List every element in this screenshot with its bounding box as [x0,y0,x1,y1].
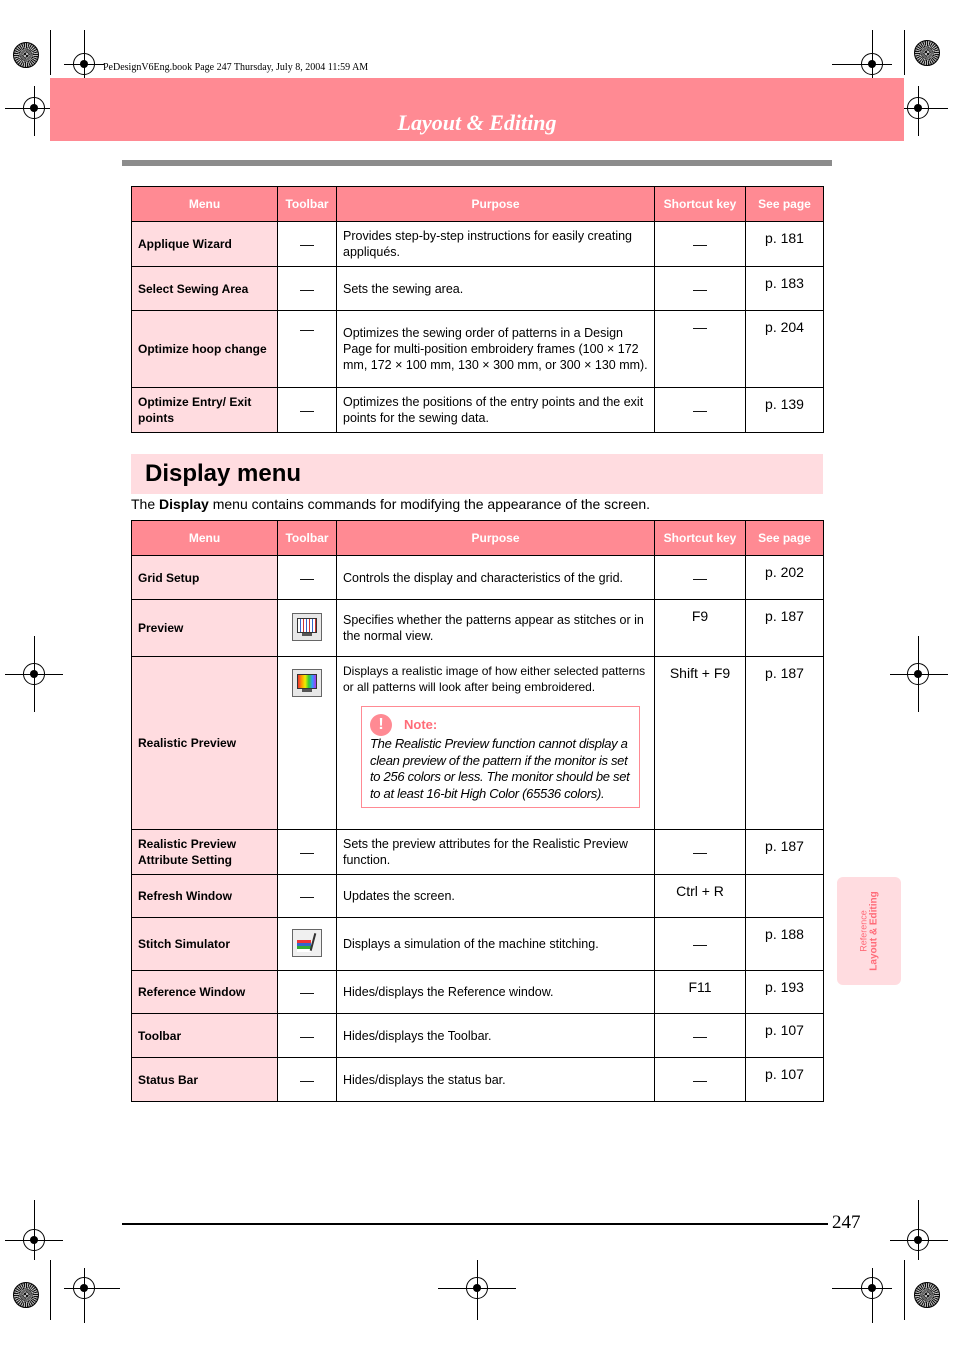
purpose-cell: Displays a simulation of the machine stitching. [337,918,655,971]
toolbar-cell: — [278,311,337,388]
purpose-cell: Hides/displays the status bar. [337,1058,655,1102]
divider [122,160,832,166]
column-header-toolbar: Toolbar [278,187,337,222]
menu-table-display [131,520,824,1102]
page-cell: p. 183 [746,267,824,311]
purpose-cell: Updates the screen. [337,875,655,918]
preview-icon [292,613,322,641]
page-cell: p. 107 [746,1014,824,1058]
toolbar-cell: — [278,830,337,875]
page-number: 247 [832,1212,861,1233]
book-info-line: PeDesignV6Eng.book Page 247 Thursday, July 8, 2004 11:59 AM [103,62,369,73]
shortcut-cell: — [655,222,746,267]
shortcut-cell: — [655,267,746,311]
page-cell [746,875,824,918]
table-row [132,311,824,388]
table-row [132,875,824,918]
shortcut-cell: F11 [655,971,746,1014]
side-tab-line2: Layout & Editing [868,891,880,971]
column-header-purpose: Purpose [337,521,655,556]
menu-cell: Reference Window [132,971,278,1014]
menu-cell: Preview [132,600,278,657]
registration-disc-icon [13,1282,39,1308]
page-cell: p. 204 [746,311,824,388]
menu-cell: Toolbar [132,1014,278,1058]
side-tab-line1: Reference [858,910,869,952]
column-header-toolbar: Toolbar [278,521,337,556]
note-box [361,706,640,808]
page-cell: p. 202 [746,556,824,600]
menu-cell: Realistic Preview Attribute Setting [132,830,278,875]
column-header-see-page: See page [746,187,824,222]
menu-cell: Applique Wizard [132,222,278,267]
intro-bold: Display [159,496,209,512]
intro-text: menu contains commands for modifying the appearance of the screen. [208,496,651,512]
page-cell: p. 139 [746,388,824,433]
toolbar-cell: — [278,1014,337,1058]
shortcut-cell: — [655,388,746,433]
registration-disc-icon [914,40,940,66]
menu-cell: Optimize Entry/ Exit points [132,388,278,433]
registration-disc-icon [914,1282,940,1308]
purpose-cell: Sets the preview attributes for the Realistic Preview function. [337,830,655,875]
menu-table-layout [131,186,824,433]
realistic-preview-icon [292,669,322,697]
purpose-cell: Hides/displays the Toolbar. [337,1014,655,1058]
shortcut-cell: Ctrl + R [655,875,746,918]
footer-rule [122,1223,828,1225]
purpose-cell: Optimizes the positions of the entry points and the exit points for the sewing data. [337,388,655,433]
toolbar-cell: — [278,556,337,600]
intro-paragraph [131,496,650,512]
table-row [132,556,824,600]
menu-cell: Status Bar [132,1058,278,1102]
toolbar-cell [278,657,337,830]
menu-cell: Realistic Preview [132,657,278,830]
column-header-shortcut: Shortcut key [655,521,746,556]
page-cell: p. 187 [746,600,824,657]
column-header-menu: Menu [132,521,278,556]
registration-disc-icon [13,42,39,68]
column-header-menu: Menu [132,187,278,222]
page-cell: p. 187 [746,657,824,830]
toolbar-cell: — [278,971,337,1014]
shortcut-cell: F9 [655,600,746,657]
table-row [132,222,824,267]
shortcut-cell: — [655,311,746,388]
toolbar-cell: — [278,388,337,433]
shortcut-cell: — [655,556,746,600]
toolbar-cell [278,600,337,657]
table-row [132,267,824,311]
purpose-cell: Specifies whether the patterns appear as stitches or in the normal view. [337,600,655,657]
table-row [132,830,824,875]
table-row [132,600,824,657]
menu-cell: Stitch Simulator [132,918,278,971]
intro-text: The [131,496,160,512]
stitch-simulator-icon [292,929,322,957]
shortcut-cell: — [655,918,746,971]
page-cell: p. 181 [746,222,824,267]
exclamation-icon: ! [370,714,392,736]
shortcut-cell: — [655,830,746,875]
shortcut-cell: — [655,1058,746,1102]
purpose-cell: Sets the sewing area. [337,267,655,311]
toolbar-cell: — [278,222,337,267]
purpose-cell: Provides step-by-step instructions for easily creating appliqués. [337,222,655,267]
page-cell: p. 188 [746,918,824,971]
menu-cell: Select Sewing Area [132,267,278,311]
table-row [132,918,824,971]
side-tab-label [859,891,880,970]
toolbar-cell [278,918,337,971]
column-header-see-page: See page [746,521,824,556]
purpose-cell: Optimizes the sewing order of patterns in a Design Page for multi-position embroidery frames (100 × 172 mm, 172 × 100 mm, 130 × 300 mm, or 300 × 130 mm). [337,311,655,388]
toolbar-cell: — [278,267,337,311]
purpose-cell: Hides/displays the Reference window. [337,971,655,1014]
table-row [132,971,824,1014]
page-cell: p. 187 [746,830,824,875]
purpose-cell: Displays a realistic image of how either selected patterns or all patterns will look after being embroidered. [337,657,655,830]
menu-cell: Grid Setup [132,556,278,600]
shortcut-cell: — [655,1014,746,1058]
page-cell: p. 193 [746,971,824,1014]
menu-cell: Optimize hoop change [132,311,278,388]
table-row [132,1014,824,1058]
section-title: Display menu [145,460,302,487]
table-row [132,1058,824,1102]
menu-cell: Refresh Window [132,875,278,918]
toolbar-cell: — [278,1058,337,1102]
column-header-shortcut: Shortcut key [655,187,746,222]
purpose-cell: Controls the display and characteristics of the grid. [337,556,655,600]
note-text: The Realistic Preview function cannot display a clean preview of the pattern if the monitor is set to 256 colors or less. The monitor should be set to at least 16-bit High Color (65536 colors). [370,736,630,801]
note-title: Note: [404,717,438,732]
table-row [132,388,824,433]
header-title: Layout & Editing [397,110,557,135]
toolbar-cell: — [278,875,337,918]
page-cell: p. 107 [746,1058,824,1102]
shortcut-cell: Shift + F9 [655,657,746,830]
column-header-purpose: Purpose [337,187,655,222]
